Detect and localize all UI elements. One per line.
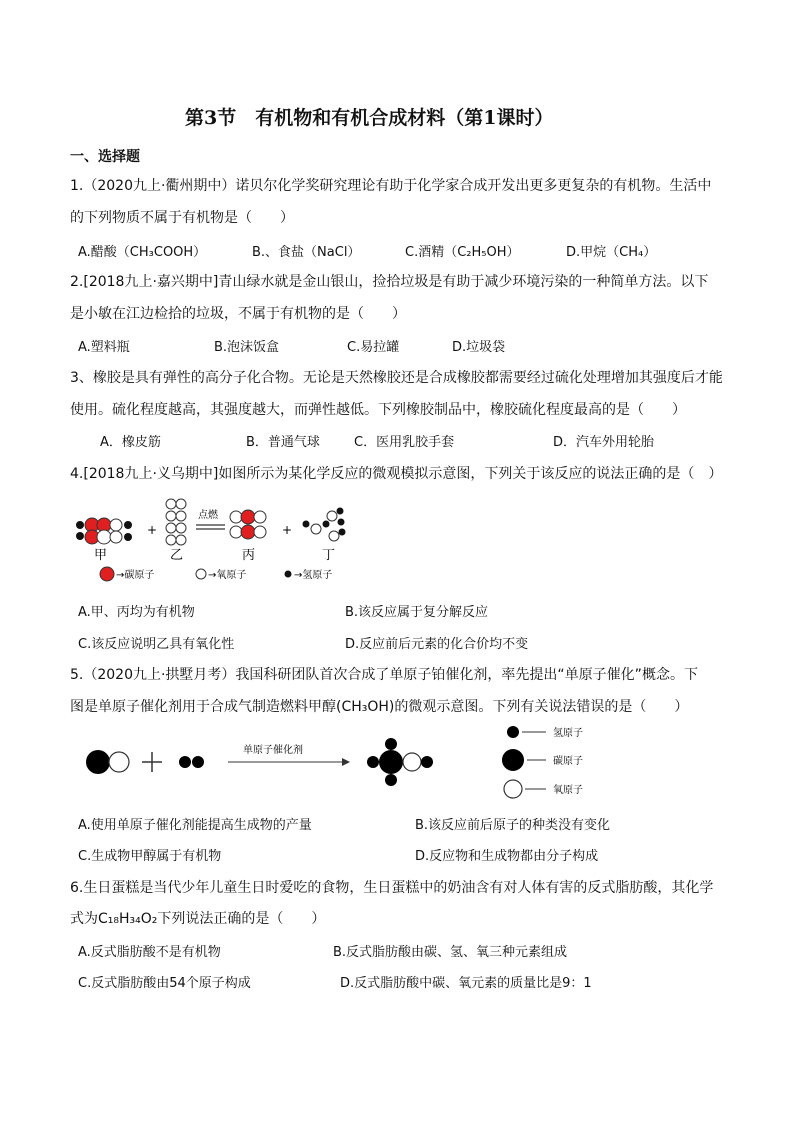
q5-option-a: A.使用单原子催化剂能提高生成物的产量 (78, 818, 312, 833)
q1-option-b: B.、食盐（NaCl） (252, 245, 361, 260)
question-2-line-1: 2.[2018九上·嘉兴期中]青山绿水就是金山银山，捡拾垃圾是有助于减少环境污染的一种简单方法。以下 (70, 274, 709, 290)
section-heading: 一、选择题 (70, 149, 140, 165)
q2-option-c: C.易拉罐 (347, 340, 400, 355)
page-title: 第3节 有机物和有机合成材料（第1课时） (185, 107, 554, 129)
legend-hydrogen: →氢原子 (294, 570, 333, 581)
legend-oxygen: →氧原子 (208, 570, 247, 581)
question-3-line-2: 使用。硫化程度越高，其强度越大，而弹性越低。下列橡胶制品中，橡胶硫化程度最高的是（ ） (70, 402, 686, 418)
question-1-line-2: 的下列物质不属于有机物是（ ） (70, 210, 294, 226)
legend-q5 (502, 726, 583, 798)
catalyst-label: 单原子催化剂 (243, 745, 303, 756)
question-1-line-1: 1.（2020九上·衢州期中）诺贝尔化学奖研究理论有助于化学家合成开发出更多更复杂的有机物。生活中 (70, 178, 712, 194)
q4-option-d: D.反应前后元素的化合价均不变 (345, 637, 529, 652)
reactant-co (86, 750, 129, 774)
question-2-line-2: 是小敏在江边检拾的垃圾，不属于有机物的是（ ） (70, 306, 406, 322)
q6-option-b: B.反式脂肪酸由碳、氢、氧三种元素组成 (333, 945, 568, 960)
label-yi: 乙 (170, 548, 184, 563)
question-6-line-2: 式为C₁₈H₃₄O₂下列说法正确的是（ ） (70, 911, 326, 927)
q3-option-c: C．医用乳胶手套 (354, 435, 455, 450)
reaction-diagram-q4 (70, 494, 370, 586)
legend-carbon-q5: 碳原子 (553, 756, 583, 767)
q5-option-d: D.反应物和生成物都由分子构成 (415, 849, 599, 864)
label-bing: 丙 (242, 548, 256, 563)
q3-option-a: A．橡皮筋 (100, 435, 161, 450)
question-4-line-1: 4.[2018九上·义乌期中]如图所示为某化学反应的微观模拟示意图，下列关于该反应的说法正确的是（ ） (70, 466, 723, 482)
q2-option-d: D.垃圾袋 (452, 340, 506, 355)
legend-carbon: →碳原子 (116, 570, 155, 581)
q4-option-c: C.该反应说明乙具有氧化性 (78, 637, 235, 652)
product-methanol (367, 738, 433, 786)
reaction-diagram-q5 (80, 716, 640, 806)
q2-option-b: B.泡沫饭盒 (214, 340, 280, 355)
q4-option-a: A.甲、丙均为有机物 (78, 605, 195, 620)
reactant-h2 (179, 756, 204, 768)
molecule-jia (76, 518, 132, 544)
legend-hydrogen-q5: 氢原子 (553, 728, 583, 739)
plus-sign: + (147, 523, 158, 537)
q1-option-a: A.醋酸（CH₃COOH） (78, 245, 207, 260)
reaction-condition: 点燃 (198, 510, 218, 521)
q3-option-d: D．汽车外用轮胎 (553, 435, 655, 450)
q5-option-c: C.生成物甲醇属于有机物 (78, 849, 222, 864)
question-3-line-1: 3、橡胶是具有弹性的高分子化合物。无论是天然橡胶还是合成橡胶都需要经过硫化处理增加其强度后才能 (70, 370, 723, 386)
plus-sign-2: + (282, 523, 293, 537)
q1-option-c: C.酒精（C₂H₅OH） (405, 245, 520, 260)
q3-option-b: B．普通气球 (246, 435, 320, 450)
q6-option-d: D.反式脂肪酸中碳、氧元素的质量比是9：1 (340, 976, 592, 991)
molecule-ding (303, 508, 346, 542)
question-6-line-1: 6.生日蛋糕是当代少年儿童生日时爱吃的食物，生日蛋糕中的奶油含有对人体有害的反式脂肪酸，其化学 (70, 880, 714, 896)
q4-option-b: B.该反应属于复分解反应 (345, 605, 489, 620)
molecule-yi (166, 499, 186, 545)
q1-option-d: D.甲烷（CH₄） (566, 245, 657, 260)
label-ding: 丁 (322, 548, 336, 563)
question-5-line-1: 5.（2020九上·拱墅月考）我国科研团队首次合成了单原子铂催化剂，率先提出“单原子催化”概念。下 (70, 667, 698, 683)
molecule-bing (230, 510, 266, 539)
q5-option-b: B.该反应前后原子的种类没有变化 (415, 818, 611, 833)
legend-oxygen-q5: 氧原子 (553, 785, 583, 796)
q6-option-c: C.反式脂肪酸由54个原子构成 (78, 976, 251, 991)
q6-option-a: A.反式脂肪酸不是有机物 (78, 945, 221, 960)
question-5-line-2: 图是单原子催化剂用于合成气制造燃料甲醇(CH₃OH)的微观示意图。下列有关说法错误的是（ ） (70, 699, 689, 715)
plus-sign-q5 (142, 752, 162, 772)
q2-option-a: A.塑料瓶 (78, 340, 130, 355)
label-jia: 甲 (94, 548, 108, 563)
